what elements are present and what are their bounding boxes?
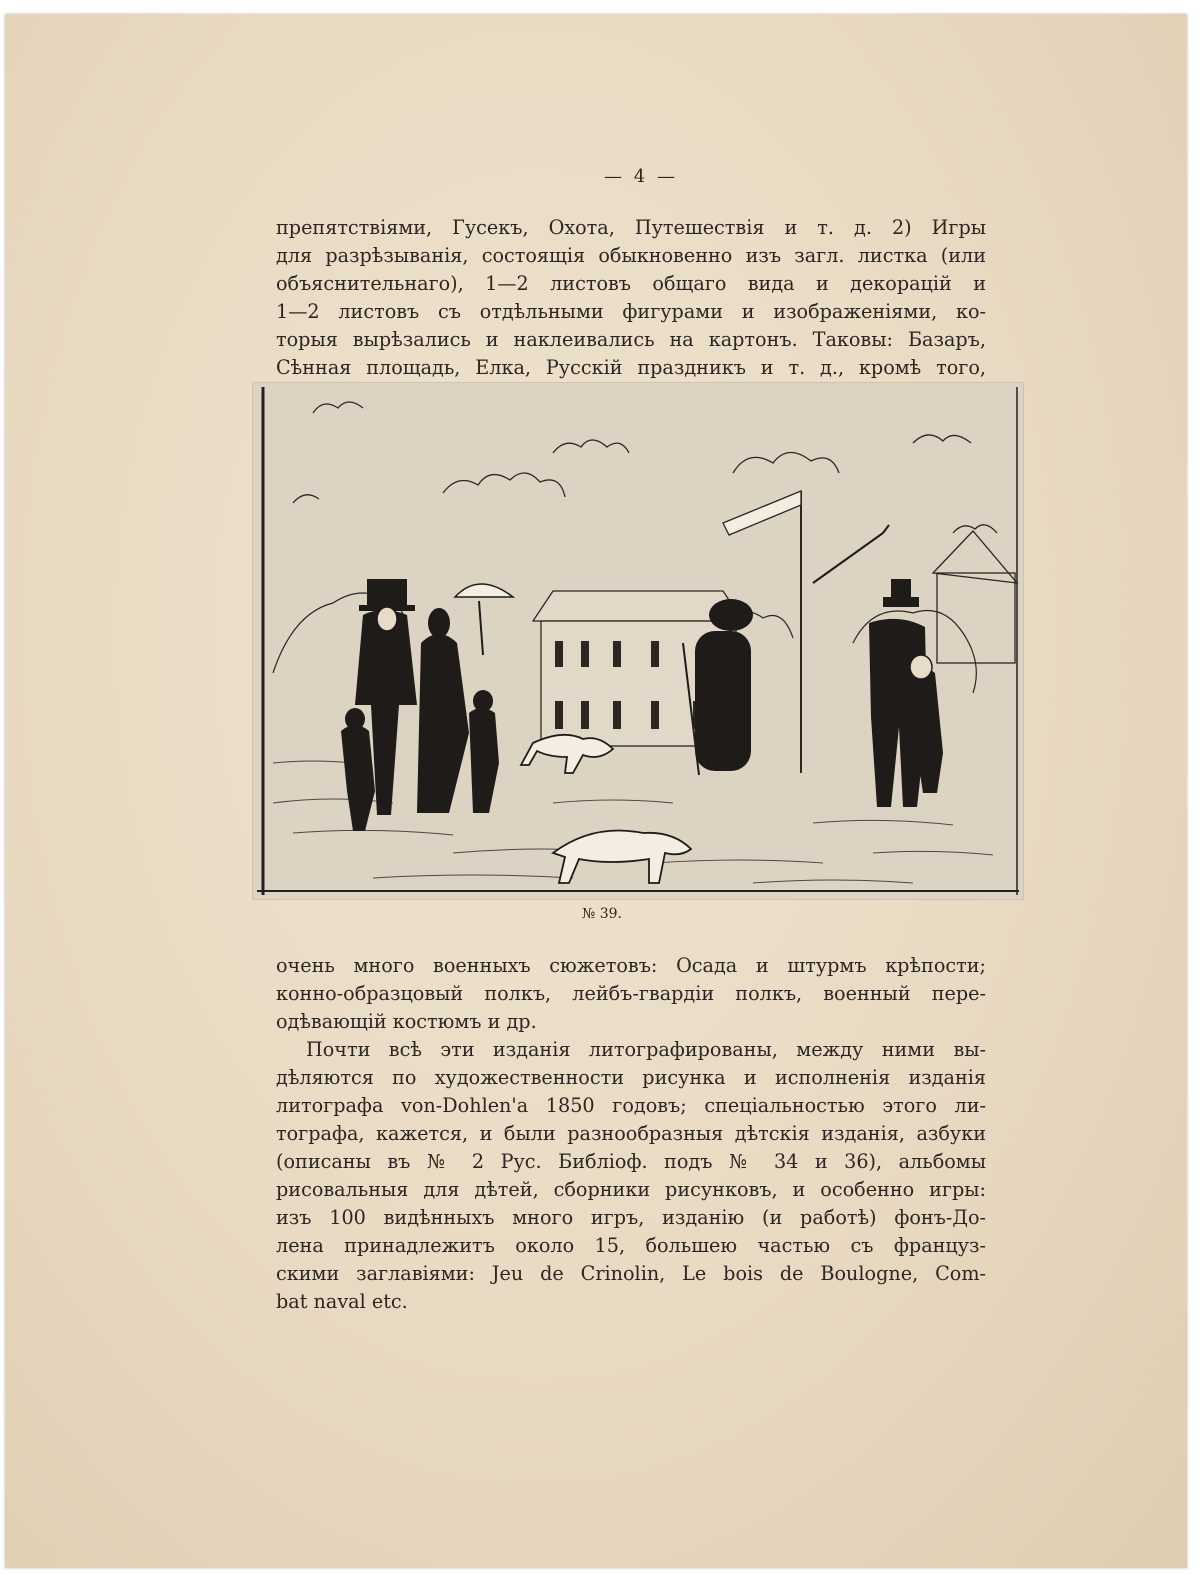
text-line: препятствіями, Гусекъ, Охота, Путешествія и т. д. 2) Игры xyxy=(276,216,986,239)
text-line: одѣвающій костюмъ и др. xyxy=(276,1010,537,1033)
text-line: (описаны въ № 2 Рус. Библіоф. подъ № 34 и 36), альбомы xyxy=(276,1150,986,1173)
bear-tamer-illustration xyxy=(252,382,1024,900)
text-line: очень много военныхъ сюжетовъ: Осада и штурмъ крѣпости; xyxy=(276,954,986,977)
text-line: тографа, кажется, и были разнообразныя дѣтскія изданія, азбуки xyxy=(276,1122,986,1145)
figure-caption: № 39. xyxy=(582,906,622,922)
text-line: торыя вырѣзались и наклеивались на картонъ. Таковы: Базаръ, xyxy=(276,328,986,351)
text-line: рисовальныя для дѣтей, сборники рисунковъ, и особенно игры: xyxy=(276,1178,986,1201)
text-line: лена принадлежитъ около 15, большею частью съ француз- xyxy=(276,1234,986,1257)
text-line: Почти всѣ эти изданія литографированы, между ними вы- xyxy=(306,1038,986,1061)
page-number: — 4 — xyxy=(604,166,678,187)
text-line: изъ 100 видѣнныхъ много игръ, изданію (и работѣ) фонъ-До- xyxy=(276,1206,986,1229)
text-line: объяснительнаго), 1—2 листовъ общаго вида и декорацій и xyxy=(276,272,986,295)
paragraph-2 xyxy=(276,952,986,1036)
text-line: конно-образцовый полкъ, лейбъ-гвардіи полкъ, военный пере- xyxy=(276,982,986,1005)
text-line: Сѣнная площадь, Елка, Русскій праздникъ и т. д., кромѣ того, xyxy=(276,356,986,379)
paragraph-3 xyxy=(276,1036,986,1316)
text-line: bat naval etc. xyxy=(276,1290,408,1313)
text-line: скими заглавіями: Jeu de Crinolin, Le bois de Boulogne, Com- xyxy=(276,1262,986,1285)
text-line: для разрѣзыванія, состоящія обыкновенно изъ загл. листка (или xyxy=(276,244,986,267)
text-line: 1—2 листовъ съ отдѣльными фигурами и изображеніями, ко- xyxy=(276,300,986,323)
paragraph-1 xyxy=(276,214,986,382)
text-line: дѣляются по художественности рисунка и исполненія изданія xyxy=(276,1066,986,1089)
text-line: литографа von-Dohlen'a 1850 годовъ; спеціальностью этого ли- xyxy=(276,1094,986,1117)
